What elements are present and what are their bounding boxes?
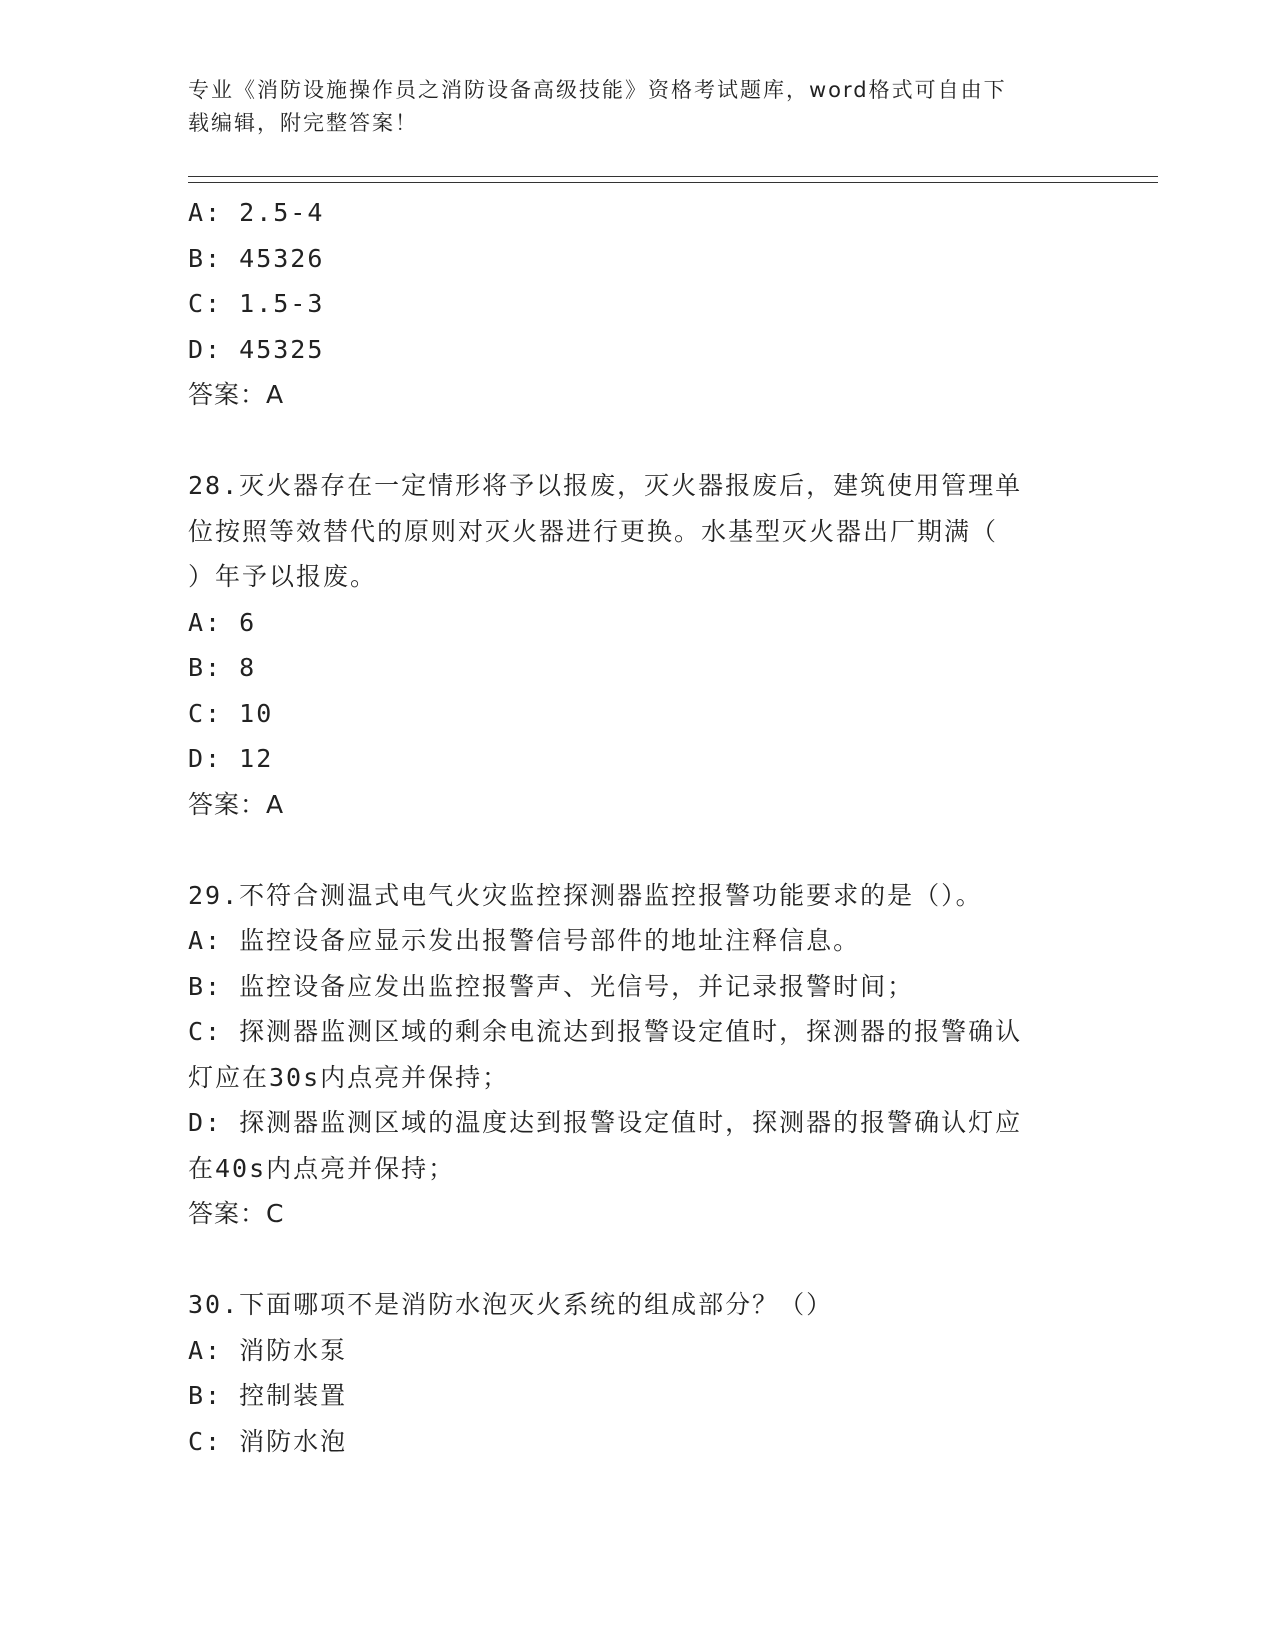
option-a: A: 6 [188, 607, 257, 637]
spacer [188, 1237, 1088, 1283]
question-text: 位按照等效替代的原则对灭火器进行更换。水基型灭火器出厂期满（ [188, 516, 999, 546]
header-rule-top [188, 176, 1158, 177]
option-c: C: 1.5-3 [188, 289, 325, 318]
question-text: 28.灭火器存在一定情形将予以报废，灭火器报废后，建筑使用管理单 [188, 471, 1023, 500]
option-b: B: 45326 [188, 243, 325, 273]
spacer [188, 827, 1088, 873]
spacer [188, 418, 1088, 464]
header-line-1: 专业《消防设施操作员之消防设备高级技能》资格考试题库，word格式可自由下 [188, 78, 1007, 102]
option-b: B: 监控设备应发出监控报警声、光信号，并记录报警时间； [188, 971, 915, 1001]
document-header [188, 74, 1068, 140]
question-27 [188, 190, 1088, 418]
option-a: A: 2.5-4 [188, 198, 325, 227]
question-list [188, 190, 1088, 1464]
question-30 [188, 1282, 1088, 1464]
option-b: B: 8 [188, 653, 257, 682]
question-text: ）年予以报废。 [188, 562, 378, 591]
question-28 [188, 463, 1088, 827]
answer: 答案：C [188, 1199, 285, 1228]
answer: 答案：A [188, 789, 285, 819]
question-29 [188, 873, 1088, 1237]
question-text: 30.下面哪项不是消防水泡灭火系统的组成部分？（） [188, 1290, 834, 1319]
header-line-2: 载编辑，附完整答案！ [188, 111, 418, 135]
option-c: C: 10 [188, 698, 274, 728]
answer: 答案：A [188, 380, 285, 409]
option-b: B: 控制装置 [188, 1381, 348, 1410]
option-a: A: 监控设备应显示发出报警信号部件的地址注释信息。 [188, 926, 861, 955]
option-c: C: 探测器监测区域的剩余电流达到报警设定值时，探测器的报警确认 [188, 1017, 1023, 1046]
option-d: D: 探测器监测区域的温度达到报警设定值时，探测器的报警确认灯应 [188, 1108, 1023, 1137]
header-rule-bottom [188, 182, 1158, 183]
option-d: D: 45325 [188, 334, 325, 364]
option-a: A: 消防水泵 [188, 1335, 348, 1365]
question-text: 29.不符合测温式电气火灾监控探测器监控报警功能要求的是（）。 [188, 880, 983, 910]
option-c-continued: 灯应在30s内点亮并保持； [188, 1062, 510, 1092]
option-d: D: 12 [188, 744, 274, 773]
option-d-continued: 在40s内点亮并保持； [188, 1153, 456, 1183]
option-c: C: 消防水泡 [188, 1426, 348, 1456]
